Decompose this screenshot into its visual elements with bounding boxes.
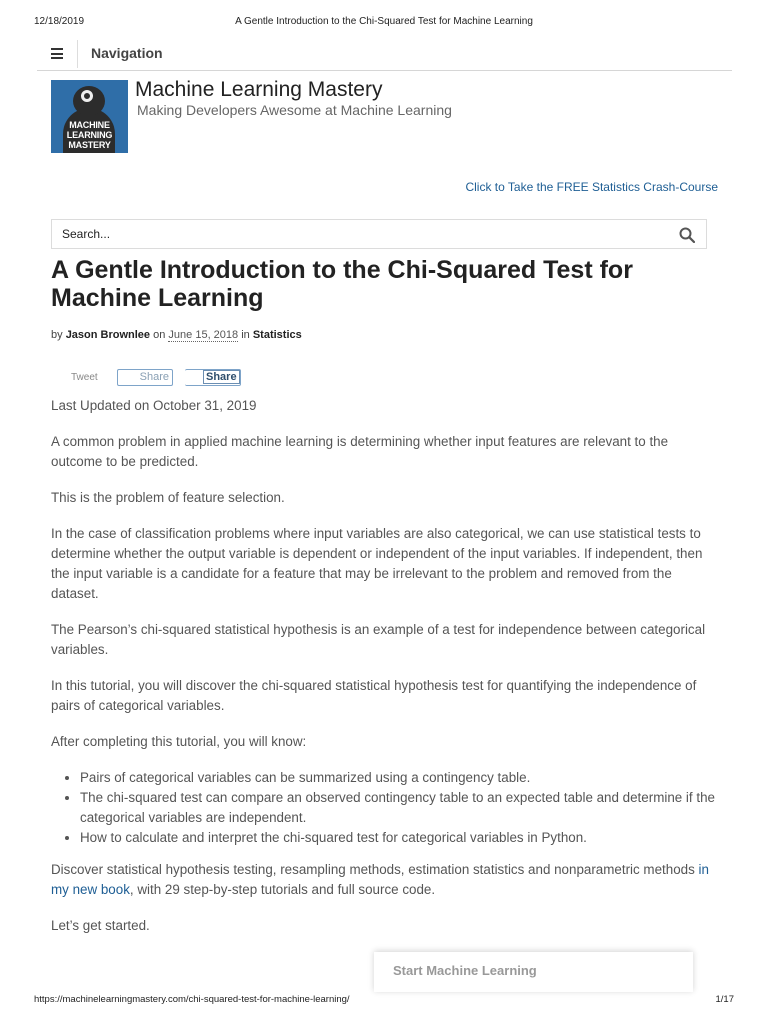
search-icon[interactable] — [679, 227, 695, 243]
learning-outcomes-list — [51, 768, 715, 848]
paragraph: After completing this tutorial, you will know: — [51, 734, 307, 749]
hamburger-menu-icon[interactable] — [51, 48, 63, 59]
list-item: • Pairs of categorical variables can be summarized using a contingency table. — [80, 768, 715, 788]
print-header — [34, 16, 734, 30]
gear-icon — [81, 90, 93, 102]
share-button[interactable]: Share — [117, 369, 173, 386]
list-item: • How to calculate and interpret the chi-squared test for categorical variables in Python. — [80, 828, 715, 848]
search-box — [51, 219, 707, 249]
post-byline: by Jason Brownlee on June 15, 2018 in Statistics — [51, 329, 302, 341]
site-title[interactable]: Machine Learning Mastery — [135, 78, 383, 101]
post-title: A Gentle Introduction to the Chi-Squared Test for Machine Learning — [51, 256, 633, 312]
navbar — [37, 38, 732, 71]
paragraph: Let’s get started. — [51, 918, 150, 933]
cta-label: Start Machine Learning — [393, 963, 537, 978]
author-link[interactable]: Jason Brownlee — [65, 329, 151, 341]
paragraph: Discover statistical hypothesis testing, resampling methods, estimation statistics and nonparametric methods in my new book, with 29 step-by-step tutorials and full source code. — [51, 862, 709, 897]
start-ml-cta[interactable] — [374, 952, 693, 992]
book-link[interactable]: in my new book — [51, 862, 709, 897]
article-body — [51, 396, 715, 952]
print-date: 12/18/2019 — [34, 16, 85, 27]
tweet-button[interactable]: Tweet — [71, 372, 98, 383]
print-title: A Gentle Introduction to the Chi-Squared Test for Machine Learning — [235, 16, 533, 27]
logo-text: MACHINE LEARNING MASTERY — [66, 120, 113, 150]
post-date: June 15, 2018 — [168, 329, 239, 341]
print-url: https://machinelearningmastery.com/chi-squared-test-for-machine-learning/ — [34, 994, 350, 1005]
site-logo[interactable] — [51, 80, 128, 153]
paragraph: In this tutorial, you will discover the chi-squared statistical hypothesis test for quantifying the independence of pairs of categorical variables. — [51, 678, 697, 713]
list-item: • The chi-squared test can compare an observed contingency table to an expected table and determine if the categorical variables are independent. — [80, 788, 715, 828]
print-footer — [34, 994, 734, 1006]
last-updated: Last Updated on October 31, 2019 — [51, 398, 257, 413]
search-input[interactable] — [60, 226, 664, 242]
paragraph: A common problem in applied machine learning is determining whether input features are relevant to the outcome to be predicted. — [51, 434, 669, 469]
navigation-toggle[interactable]: Navigation — [91, 45, 163, 61]
page-number: 1/17 — [715, 994, 734, 1005]
crash-course-link[interactable]: Click to Take the FREE Statistics Crash-Course — [465, 180, 718, 194]
paragraph: In the case of classification problems where input variables are also categorical, we can use statistical tests to determine whether the output variable is dependent or independent of the input variables. If independent, then the input variable is a candidate for a feature that may be irrelevant to the problem and removed from the dataset. — [51, 526, 703, 601]
category-link[interactable]: Statistics — [252, 329, 302, 341]
paragraph: This is the problem of feature selection. — [51, 490, 285, 505]
nav-divider — [77, 40, 78, 68]
site-tagline: Making Developers Awesome at Machine Learning — [137, 102, 452, 118]
paragraph: The Pearson’s chi-squared statistical hypothesis is an example of a test for independence between categorical variables. — [51, 622, 706, 657]
linkedin-share-button[interactable]: Share — [185, 369, 241, 386]
